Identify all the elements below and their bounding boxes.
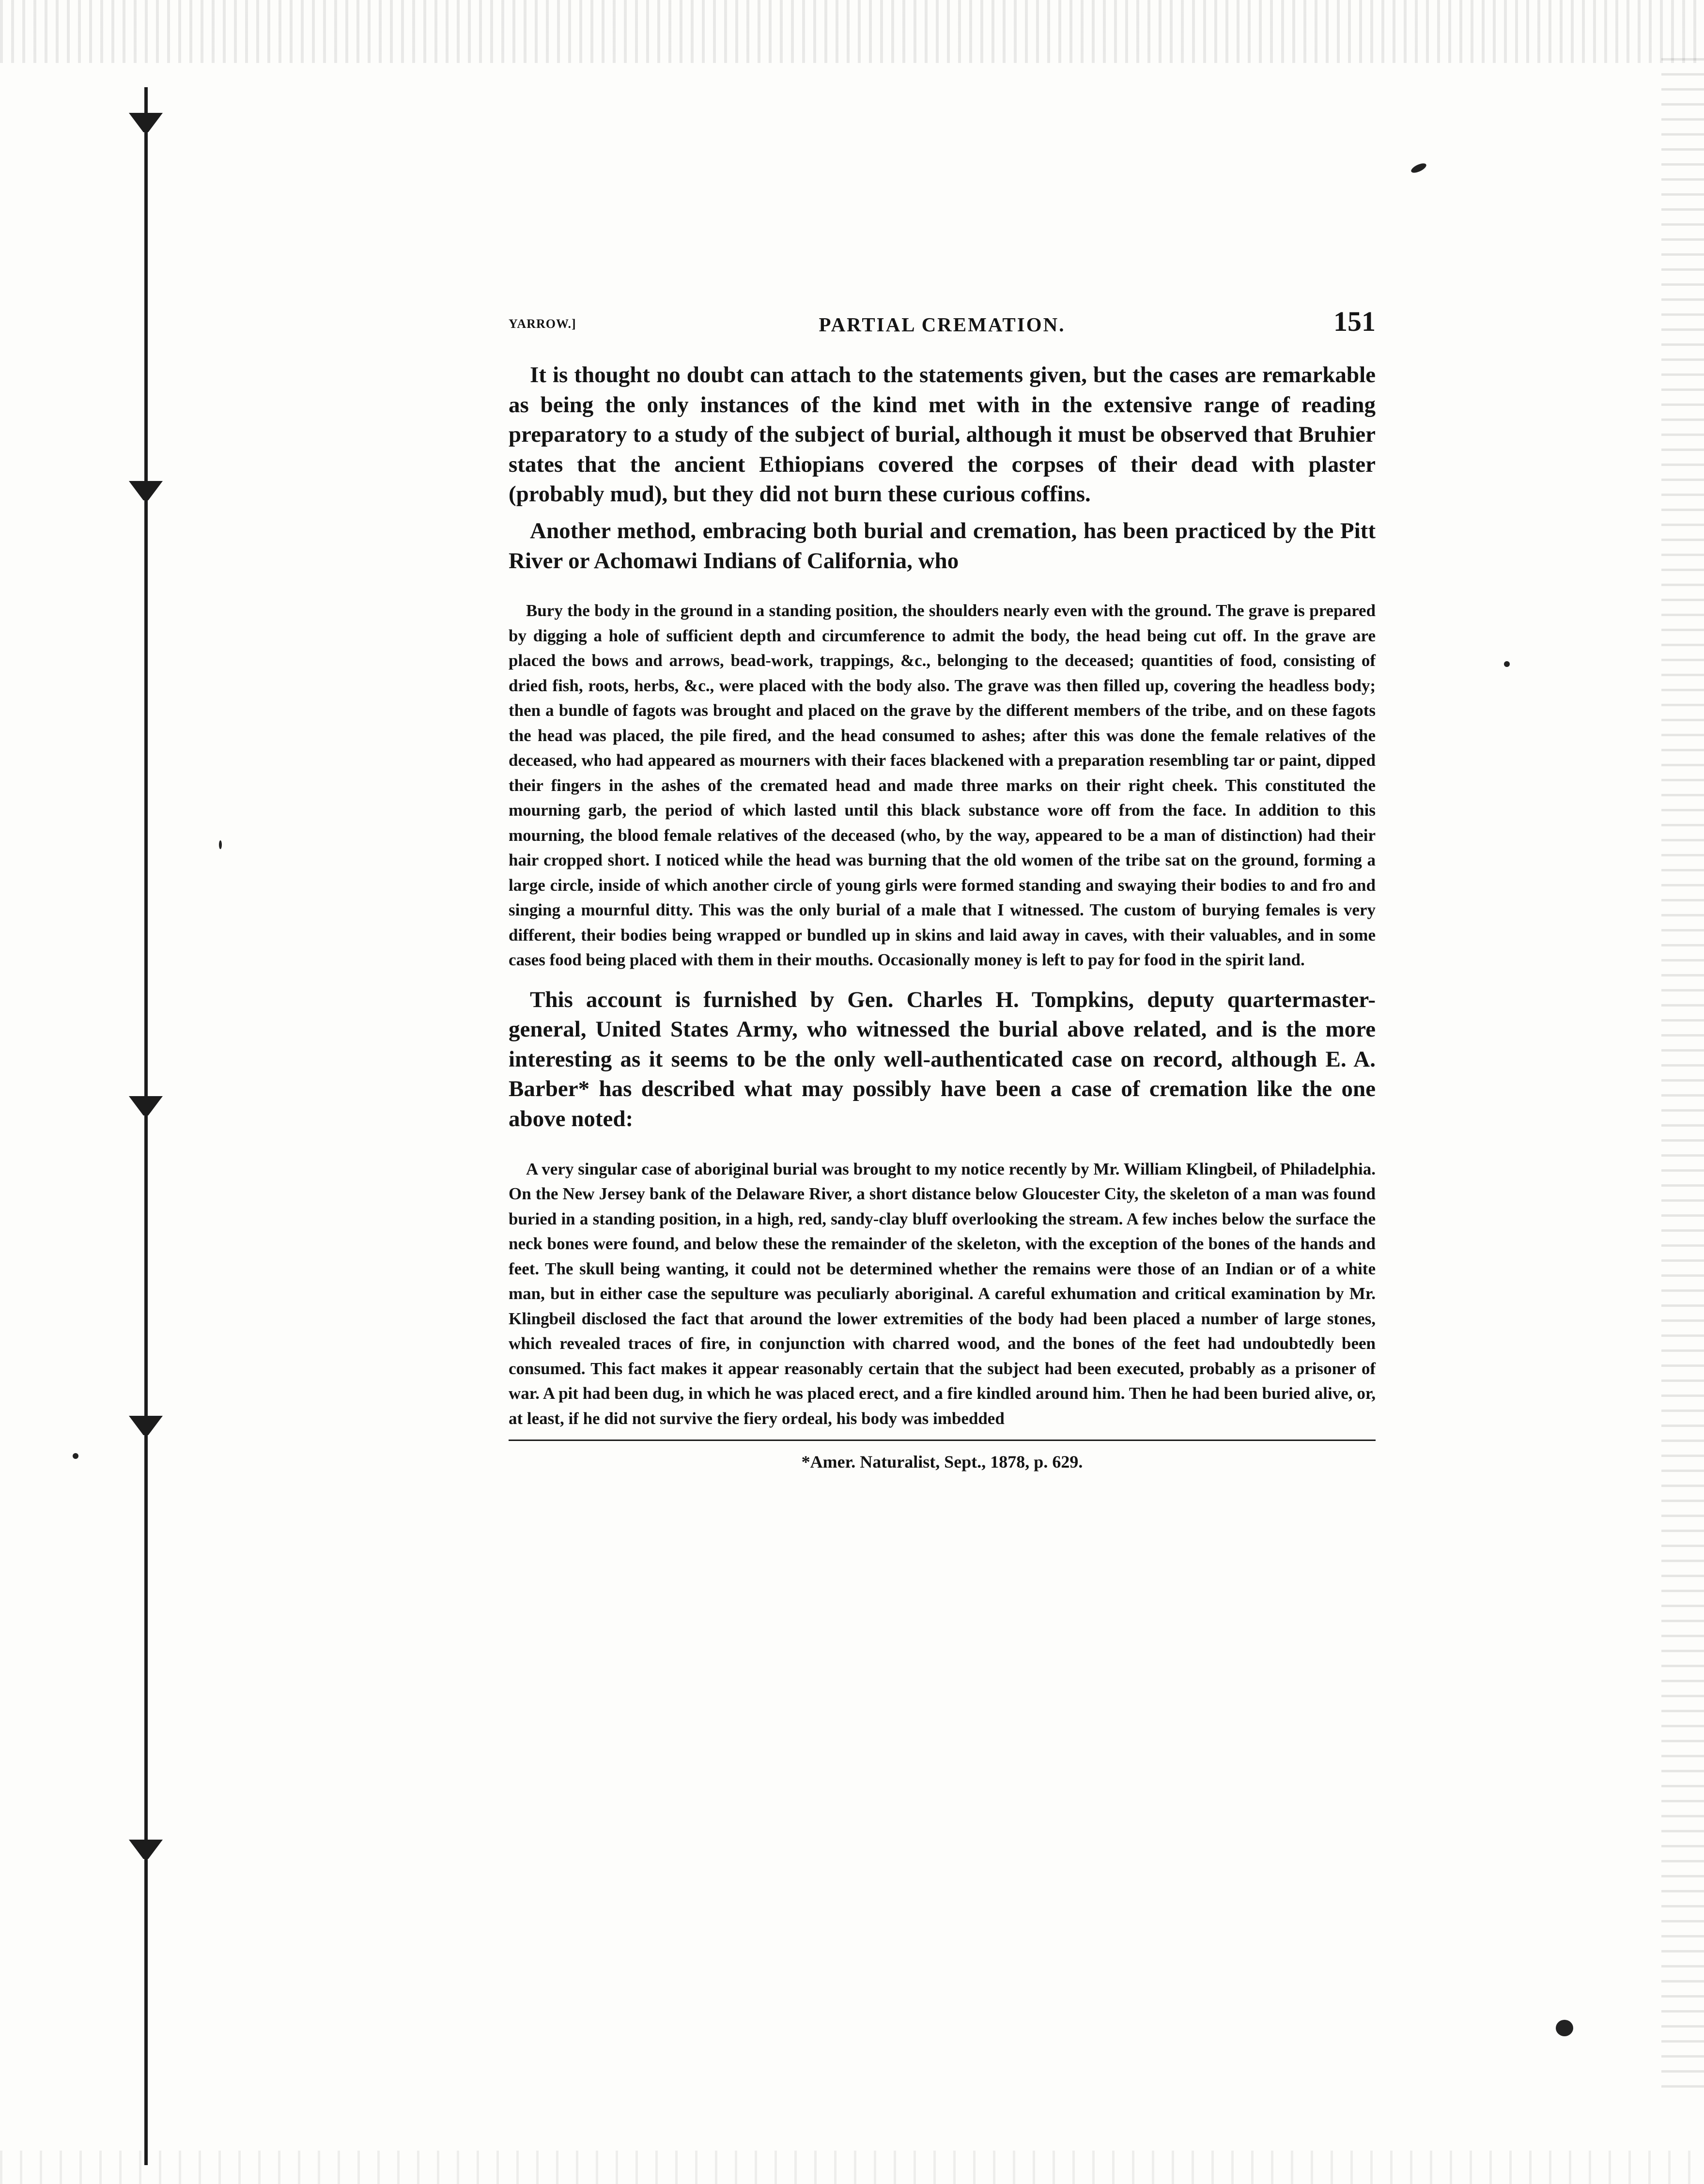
scan-edge-bottom — [0, 2151, 1704, 2184]
footnote: *Amer. Naturalist, Sept., 1878, p. 629. — [801, 1452, 1083, 1472]
scan-edge-top — [0, 0, 1704, 63]
ink-speck — [73, 1453, 78, 1459]
paragraph: It is thought no doubt can attach to the statements given, but the cases are remarkable as being the only instances of the kind met with in the extensive range of reading preparatory to a study of the subject of burial, although it must be observed that Bruhier states that the ancient Ethiopians covered the corpses of their dead with plaster (probably mud), but they did not burn these curious coffins. — [509, 362, 1376, 507]
scan-edge-right — [1661, 58, 1704, 2092]
paragraph: Another method, embracing both burial and cremation, has been practiced by the Pitt River or Achomawi Indians of California, who — [509, 518, 1376, 573]
running-head-title: PARTIAL CREMATION. — [819, 313, 1066, 336]
binding-tack-icon — [127, 1407, 165, 1446]
running-head — [509, 305, 1376, 339]
page-content — [509, 305, 1376, 1472]
block-quote: A very singular case of aboriginal burial was brought to my notice recently by Mr. William Klingbeil, of Philadelphia. On the New Jersey bank of the Delaware River, a short distance below Gloucester City, the skeleton of a man was found buried in a standing position, in a high, red, sandy-clay bluff overlooking the stream. A few inches below the surface the neck bones were found, and below these the remainder of the skeleton, with the exception of the bones of the hands and feet. The skull being wanting, it could not be determined whether the remains were those of an Indian or of a white man, but in either case the sepulture was peculiarly aboriginal. A careful exhumation and critical examination by Mr. Klingbeil disclosed the fact that around the lower extremities of the body had been placed a number of large stones, which revealed traces of fire, in conjunction with charred wood, and the bones of the feet had undoubtedly been consumed. This fact makes it appear reasonably certain that the subject had been executed, probably as a prisoner of war. A pit had been dug, in which he was placed erect, and a fire kindled around him. Then he had been buried alive, or, at least, if he did not survive the fiery ordeal, his body was imbedded — [509, 1159, 1376, 1428]
ink-speck — [219, 840, 222, 849]
binding-tack-icon — [127, 472, 165, 511]
binding-tack-icon — [127, 1831, 165, 1870]
ink-speck — [1504, 661, 1510, 667]
binding-tack-icon — [127, 1087, 165, 1126]
block-quote: Bury the body in the ground in a standing position, the shoulders nearly even with the ground. The grave is prepared by digging a hole of sufficient depth and circumference to admit the body, the head being cut off. In the grave are placed the bows and arrows, bead-work, trappings, &c., belonging to the deceased; quantities of food, consisting of dried fish, roots, herbs, &c., were placed with the body also. The grave was then filled up, covering the headless body; then a bundle of fagots was brought and placed on the grave by the different members of the tribe, and on these fagots the head was placed, the pile fired, and the head consumed to ashes; after this was done the female relatives of the deceased, who had appeared as mourners with their faces blackened with a preparation resembling tar or paint, dipped their fingers in the ashes of the cremated head and made three marks on their right cheek. This constituted the mourning garb, the period of which lasted until this black substance wore off from the face. In addition to this mourning, the blood female relatives of the deceased (who, by the way, appeared to be a man of distinction) had their hair cropped short. I noticed while the head was burning that the old women of the tribe sat on the ground, forming a large circle, inside of which another circle of young girls were formed standing and swaying their bodies to and fro and singing a mournful ditty. This was the only burial of a male that I witnessed. The custom of burying females is very different, their bodies being wrapped or bundled up in skins and laid away in caves, with their valuables, and in some cases food being placed with them in their mouths. Occasionally money is left to pay for food in the spirit land. — [509, 601, 1376, 970]
ink-speck — [1410, 161, 1428, 174]
running-head-author: YARROW.] — [509, 317, 576, 331]
footnote-rule — [509, 1440, 1376, 1441]
ink-speck — [1556, 2020, 1573, 2036]
page-number: 151 — [1333, 306, 1376, 337]
paragraph: This account is furnished by Gen. Charles H. Tompkins, deputy quartermaster-general, United States Army, who witnessed the burial above related, and is the more interesting as it seems to be the only well-authenticated case on record, although E. A. Barber* has described what may possibly have been a case of cremation like the one above noted: — [509, 987, 1376, 1132]
binding-tack-icon — [127, 104, 165, 143]
